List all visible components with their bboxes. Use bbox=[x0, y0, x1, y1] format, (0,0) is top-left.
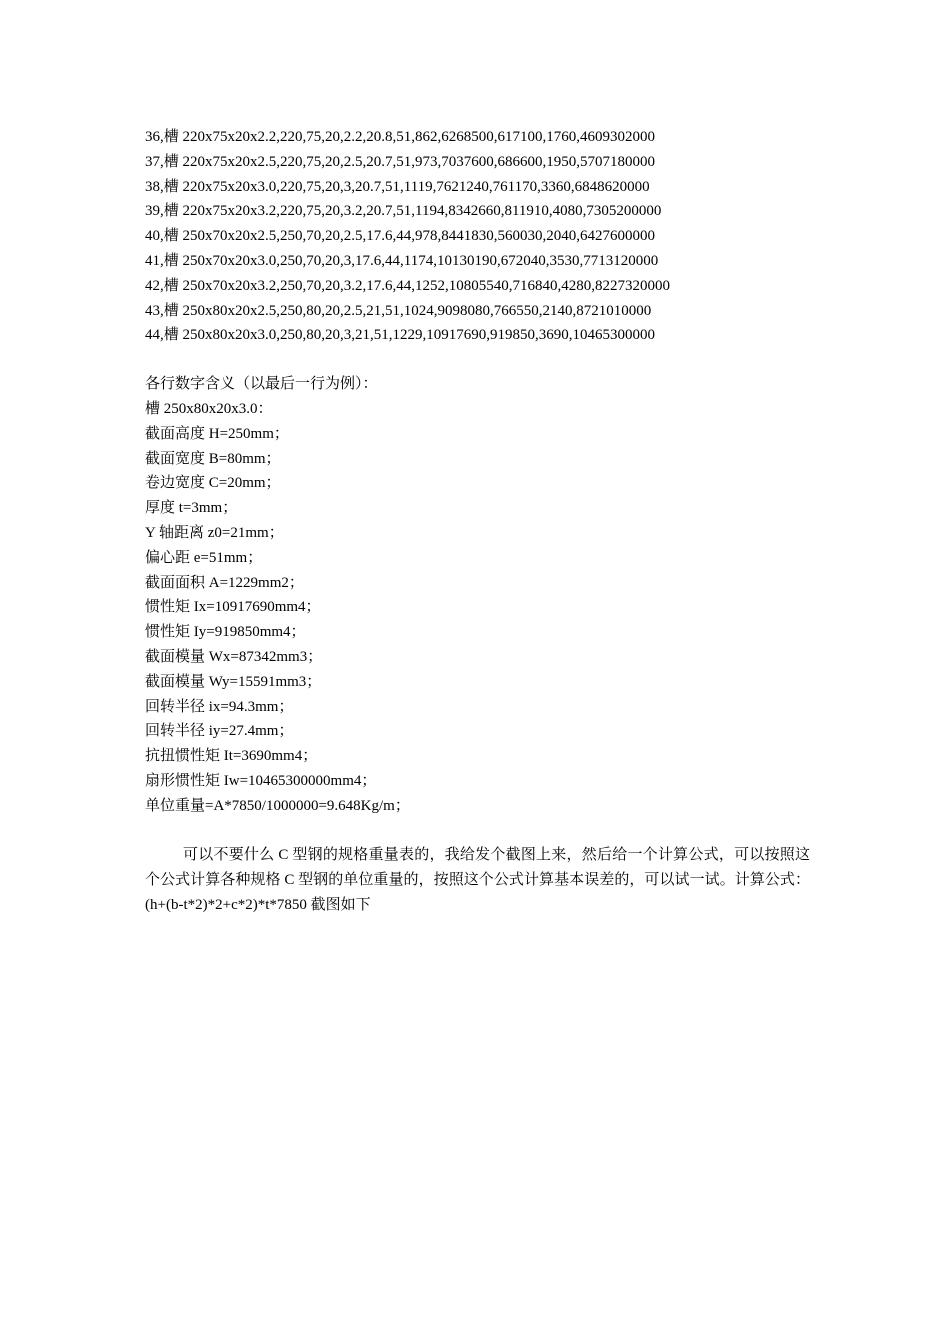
legend-item: 卷边宽度 C=20mm； bbox=[145, 475, 281, 492]
legend-item: 惯性矩 Ix=10917690mm4； bbox=[145, 599, 321, 616]
legend-heading: 各行数字含义（以最后一行为例）： bbox=[145, 376, 378, 393]
legend-item: 回转半径 iy=27.4mm； bbox=[145, 723, 294, 740]
table-row: 38,槽 220x75x20x3.0,220,75,20,3,20.7,51,1119,7621240,761170,3360,6848620000 bbox=[145, 178, 650, 195]
table-row: 44,槽 250x80x20x3.0,250,80,20,3,21,51,1229,10917690,919850,3690,10465300000 bbox=[145, 327, 656, 344]
legend-item: 槽 250x80x20x3.0： bbox=[145, 400, 273, 417]
table-row: 37,槽 220x75x20x2.5,220,75,20,2.5,20.7,51,973,7037600,686600,1950,5707180000 bbox=[145, 153, 656, 170]
legend-item: 截面面积 A=1229mm2； bbox=[145, 574, 304, 591]
legend-item: 偏心距 e=51mm； bbox=[145, 549, 263, 566]
legend-item: 厚度 t=3mm； bbox=[145, 500, 238, 517]
legend-item: 截面宽度 B=80mm； bbox=[145, 450, 281, 467]
table-row: 40,槽 250x70x20x2.5,250,70,20,2.5,17.6,44,978,8441830,560030,2040,6427600000 bbox=[145, 228, 656, 245]
legend-item: 回转半径 ix=94.3mm； bbox=[145, 698, 294, 715]
legend-item: Y 轴距离 z0=21mm； bbox=[145, 524, 284, 541]
table-row: 42,槽 250x70x20x3.2,250,70,20,3.2,17.6,44,1252,10805540,716840,4280,8227320000 bbox=[145, 277, 671, 294]
table-row: 43,槽 250x80x20x2.5,250,80,20,2.5,21,51,1024,9098080,766550,2140,8721010000 bbox=[145, 302, 652, 319]
spacer bbox=[145, 348, 810, 372]
legend-item: 截面模量 Wy=15591mm3； bbox=[145, 673, 322, 690]
field-legend bbox=[145, 372, 810, 818]
legend-item: 单位重量=A*7850/1000000=9.648Kg/m； bbox=[145, 797, 410, 814]
legend-item: 扇形惯性矩 Iw=10465300000mm4； bbox=[145, 772, 377, 789]
document-body bbox=[145, 125, 810, 918]
spacer bbox=[145, 819, 810, 843]
note-paragraph: 可以不要什么 C 型钢的规格重量表的，我给发个截图上来，然后给一个计算公式，可以按照这个公式计算各种规格 C 型钢的单位重量的，按照这个公式计算基本误差的，可以试一试。计算公式：(h+(b-t*2)*2+c*2)*t*7850 截图如下 bbox=[145, 846, 810, 913]
legend-item: 抗扭惯性矩 It=3690mm4； bbox=[145, 748, 318, 765]
table-row: 39,槽 220x75x20x3.2,220,75,20,3.2,20.7,51,1194,8342660,811910,4080,7305200000 bbox=[145, 203, 662, 220]
table-row: 41,槽 250x70x20x3.0,250,70,20,3,17.6,44,1174,10130190,672040,3530,7713120000 bbox=[145, 252, 659, 269]
legend-item: 截面高度 H=250mm； bbox=[145, 425, 289, 442]
steel-table-rows bbox=[145, 125, 810, 348]
legend-item: 惯性矩 Iy=919850mm4； bbox=[145, 624, 306, 641]
table-row: 36,槽 220x75x20x2.2,220,75,20,2.2,20.8,51,862,6268500,617100,1760,4609302000 bbox=[145, 129, 656, 145]
legend-item: 截面模量 Wx=87342mm3； bbox=[145, 648, 323, 665]
